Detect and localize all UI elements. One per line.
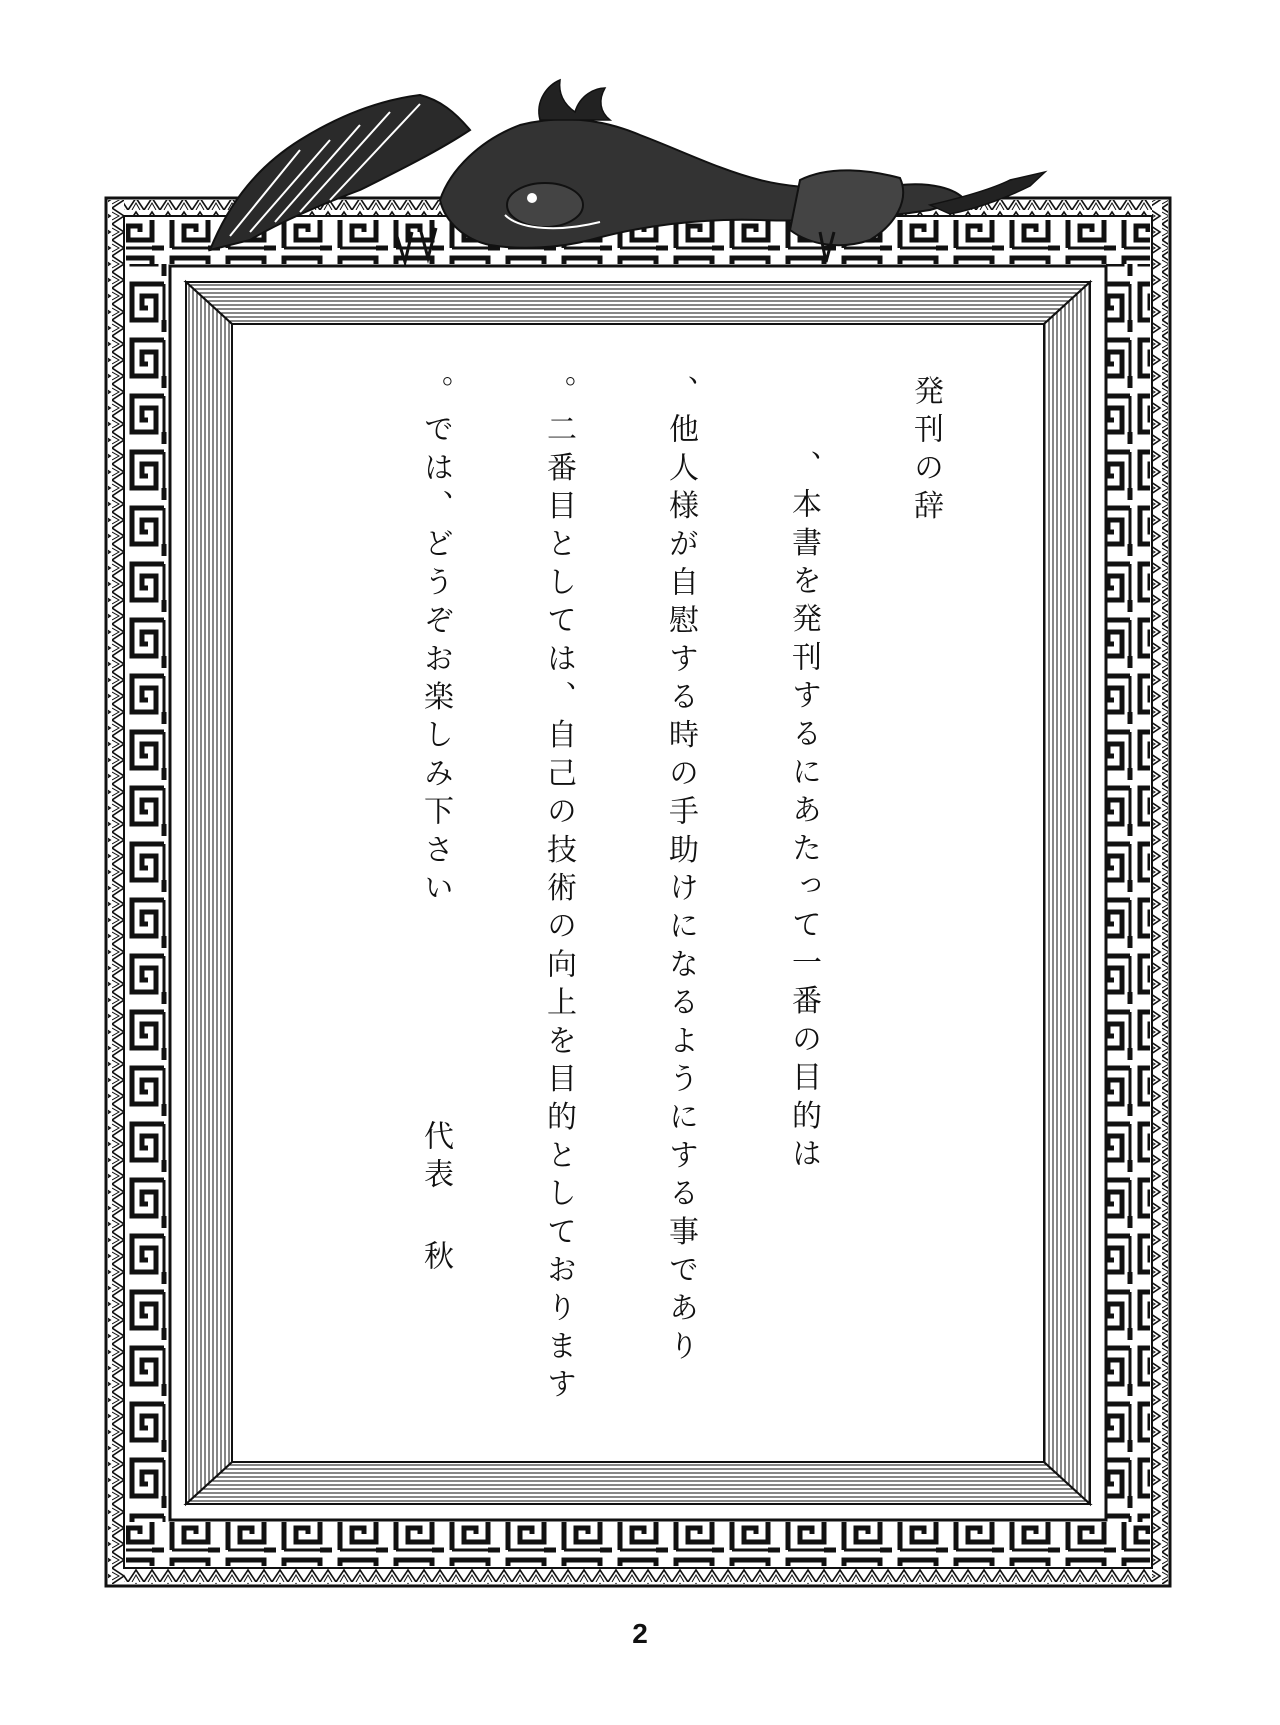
signature-role: 代表 [418, 1120, 453, 1197]
paragraph-line-1: 本書を発刊するにあたって一番の目的は、 [786, 450, 821, 1176]
paragraph-line-4: では、どうぞお楽しみ下さい。 [418, 375, 453, 910]
paragraph-line-3: 二番目としては、自己の技術の向上を目的としております。 [541, 375, 576, 1407]
signature-name: 秋 [418, 1240, 453, 1279]
page-title: 発刊の辞 [908, 375, 943, 528]
preface-text-block [360, 375, 943, 1435]
paragraph-line-2: 他人様が自慰する時の手助けになるようにする事であり、 [663, 375, 698, 1369]
page-number: 2 [632, 1618, 648, 1649]
